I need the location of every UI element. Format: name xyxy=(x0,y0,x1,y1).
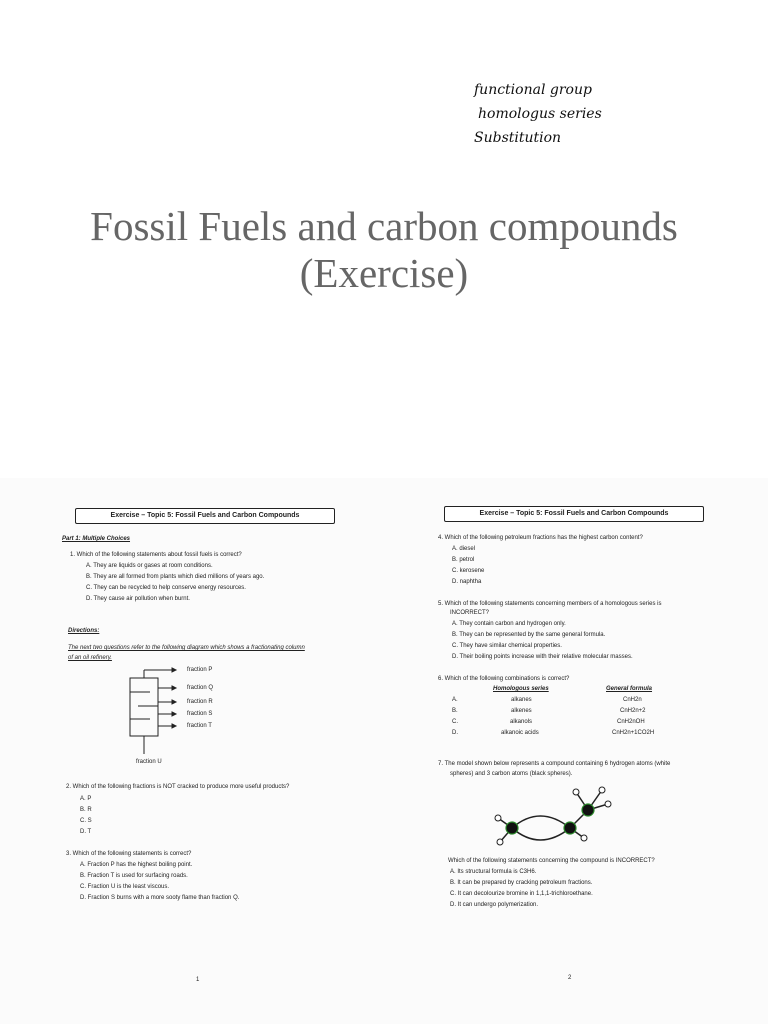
q2-option: D. T xyxy=(80,829,92,835)
q6-stem: 6. Which of the following combinations is correct? xyxy=(438,676,570,682)
q1-option: A. They are liquids or gases at room conditions. xyxy=(86,563,213,569)
q5-stem: INCORRECT? xyxy=(450,610,490,616)
q4-stem: 4. Which of the following petroleum fractions has the highest carbon content? xyxy=(438,535,643,541)
worksheet-page-1 xyxy=(0,478,384,1024)
q5-option: C. They have similar chemical properties. xyxy=(452,643,562,649)
q3-option: B. Fraction T is used for surfacing roads. xyxy=(80,873,188,879)
q5-option: B. They can be represented by the same general formula. xyxy=(452,632,606,638)
q2-option: C. S xyxy=(80,818,92,824)
page-title xyxy=(0,203,768,297)
fraction-label: fraction Q xyxy=(187,685,214,691)
q3-option: A. Fraction P has the highest boiling point. xyxy=(80,862,193,868)
fraction-label: fraction P xyxy=(187,667,213,673)
title-line-2: (Exercise) xyxy=(299,250,469,296)
q2-option: A. P xyxy=(80,796,92,802)
q2-stem: 2. Which of the following fractions is NOT cracked to produce more useful products? xyxy=(66,784,290,790)
handwritten-notes xyxy=(470,82,630,162)
q3-option: D. Fraction S burns with a more sooty flame than fraction Q. xyxy=(80,895,240,901)
part-heading: Part 1: Multiple Choices xyxy=(62,536,131,542)
note-line: homologus series xyxy=(478,106,602,122)
q6-row-formula: CnH2n+1CO2H xyxy=(612,730,655,736)
q6-row-formula: CnH2nOH xyxy=(617,719,645,725)
page-number: 2 xyxy=(568,975,572,981)
q4-option: A. diesel xyxy=(452,546,476,552)
q6-row-formula: CnH2n+2 xyxy=(620,708,646,714)
fraction-label: fraction U xyxy=(136,759,162,765)
q6-row-letter: A. xyxy=(452,697,458,703)
molecule-model-diagram xyxy=(484,778,624,856)
q4-option: B. petrol xyxy=(452,557,475,563)
q7-option: B. It can be prepared by cracking petroleum fractions. xyxy=(450,880,593,886)
fraction-label: fraction R xyxy=(187,699,213,705)
q6-row-formula: CnH2n xyxy=(623,697,642,703)
page-number: 1 xyxy=(196,977,200,983)
q7-stem: spheres) and 3 carbon atoms (black spheres). xyxy=(450,771,573,777)
note-line: functional group xyxy=(474,82,592,98)
q3-option: C. Fraction U is the least viscous. xyxy=(80,884,170,890)
q6-row-series: alkanoic acids xyxy=(501,730,539,736)
worksheet-page-2 xyxy=(384,478,768,1024)
title-line-1: Fossil Fuels and carbon compounds xyxy=(90,203,678,249)
directions-label: Directions: xyxy=(68,628,100,634)
fraction-label: fraction T xyxy=(187,723,212,729)
q6-column-header: Homologous series xyxy=(493,686,549,692)
q5-option: D. Their boiling points increase with their relative molecular masses. xyxy=(452,654,633,660)
directions-text: The next two questions refer to the following diagram which shows a fractionating column xyxy=(68,645,305,651)
q6-row-series: alkanols xyxy=(510,719,533,725)
page2-header: Exercise – Topic 5: Fossil Fuels and Carbon Compounds xyxy=(444,506,704,522)
q3-stem: 3. Which of the following statements is correct? xyxy=(66,851,192,857)
q7-option: D. It can undergo polymerization. xyxy=(450,902,539,908)
q1-stem: 1. Which of the following statements about fossil fuels is correct? xyxy=(70,552,242,558)
page1-header: Exercise – Topic 5: Fossil Fuels and Carbon Compounds xyxy=(75,508,335,524)
q7-stem: 7. The model shown below represents a compound containing 6 hydrogen atoms (white xyxy=(438,761,671,767)
q6-row-letter: B. xyxy=(452,708,458,714)
q1-option: B. They are all formed from plants which died millions of years ago. xyxy=(86,574,265,580)
q1-option: D. They cause air pollution when burnt. xyxy=(86,596,190,602)
q4-option: D. naphtha xyxy=(452,579,482,585)
fraction-label: fraction S xyxy=(187,711,213,717)
q7-option: C. It can decolourize bromine in 1,1,1-trichloroethane. xyxy=(450,891,593,897)
q6-row-series: alkenes xyxy=(511,708,532,714)
q2-option: B. R xyxy=(80,807,92,813)
q5-option: A. They contain carbon and hydrogen only. xyxy=(452,621,566,627)
q7-option: A. Its structural formula is C3H6. xyxy=(450,869,537,875)
q6-column-header: General formula xyxy=(606,686,653,692)
q1-option: C. They can be recycled to help conserve energy resources. xyxy=(86,585,246,591)
q6-row-series: alkanes xyxy=(511,697,532,703)
q6-row-letter: D. xyxy=(452,730,458,736)
q7-stem: Which of the following statements concerning the compound is INCORRECT? xyxy=(448,858,655,864)
q5-stem: 5. Which of the following statements concerning members of a homologous series is xyxy=(438,601,662,607)
fractionating-column-diagram xyxy=(120,664,230,758)
q4-option: C. kerosene xyxy=(452,568,485,574)
directions-text: of an oil refinery. xyxy=(68,655,112,661)
q6-row-letter: C. xyxy=(452,719,458,725)
note-line: Substitution xyxy=(474,130,562,146)
